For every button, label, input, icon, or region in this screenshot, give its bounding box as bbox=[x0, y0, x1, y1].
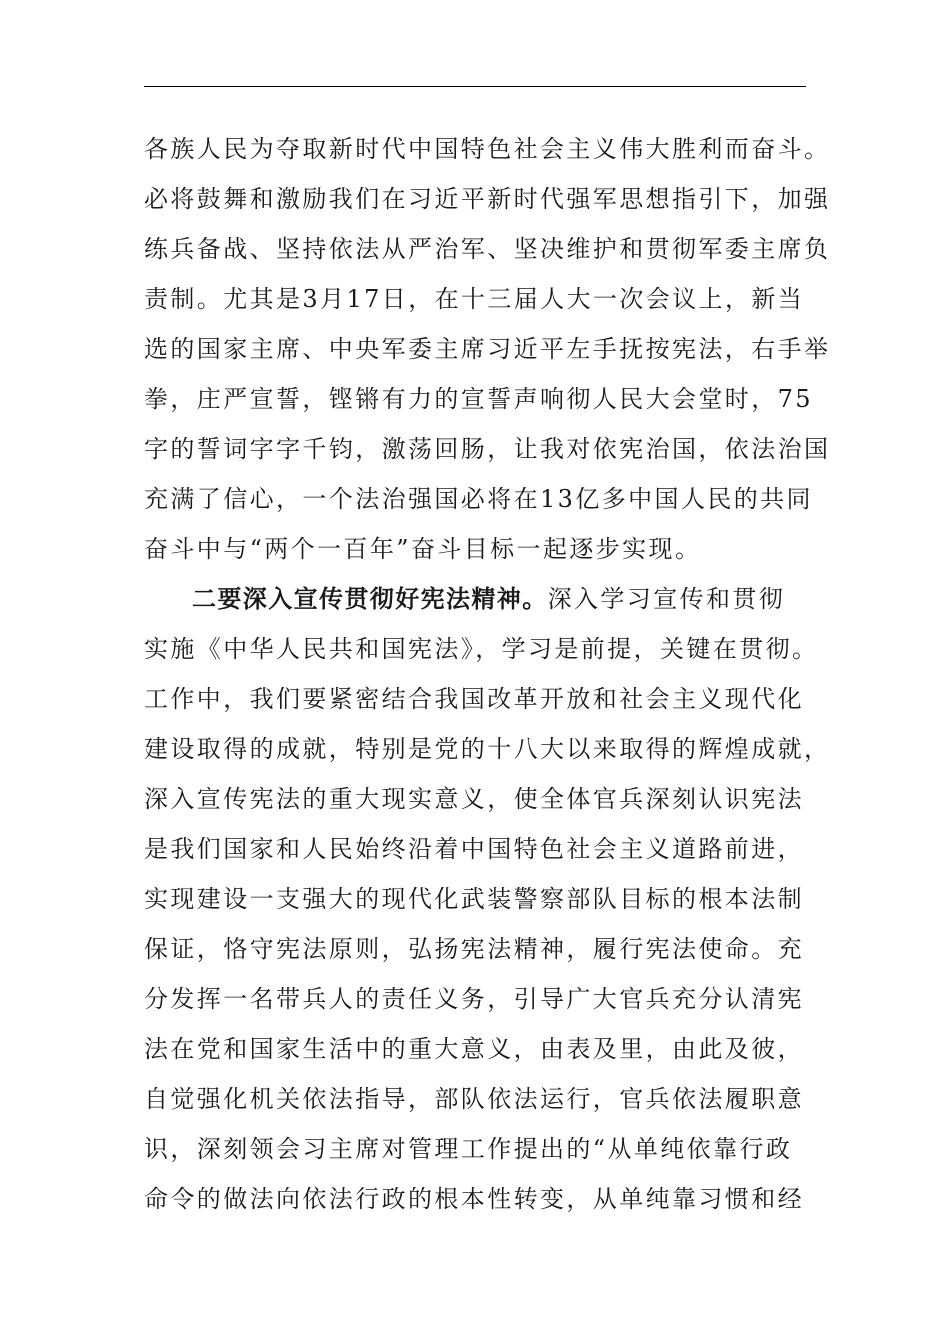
paragraph-first-line bbox=[144, 574, 812, 624]
paragraph-1 bbox=[144, 124, 831, 574]
paragraph-line: 实施《中华人民共和国宪法》，学习是前提，关键在贯彻。 bbox=[144, 635, 819, 663]
paragraph-line: 必将鼓舞和激励我们在习近平新时代强军思想指引下，加强 bbox=[144, 185, 831, 213]
paragraph-line: 练兵备战、坚持依法从严治军、坚决维护和贯彻军委主席负 bbox=[144, 235, 831, 263]
paragraph-2 bbox=[144, 574, 831, 1224]
header-rule bbox=[144, 86, 806, 87]
paragraph-line: 各族人民为夺取新时代中国特色社会主义伟大胜利而奋斗。 bbox=[144, 135, 831, 163]
paragraph-line: 建设取得的成就，特别是党的十八大以来取得的辉煌成就， bbox=[144, 735, 831, 763]
section-heading: 二要深入宣传贯彻好宪法精神。 bbox=[192, 585, 548, 613]
paragraph-line: 字的誓词字字千钧，激荡回肠，让我对依宪治国，依法治国 bbox=[144, 435, 831, 463]
document-body bbox=[144, 124, 831, 1224]
paragraph-line: 实现建设一支强大的现代化武装警察部队目标的根本法制 bbox=[144, 885, 804, 913]
paragraph-line: 工作中，我们要紧密结合我国改革开放和社会主义现代化 bbox=[144, 685, 804, 713]
paragraph-line: 分发挥一名带兵人的责任义务，引导广大官兵充分认清宪 bbox=[144, 985, 804, 1013]
paragraph-line: 识，深刻领会习主席对管理工作提出的“从单纯依靠行政 bbox=[144, 1135, 793, 1163]
paragraph-line: 奋斗中与“两个一百年”奋斗目标一起逐步实现。 bbox=[144, 535, 702, 563]
paragraph-line: 自觉强化机关依法指导，部队依法运行，官兵依法履职意 bbox=[144, 1085, 804, 1113]
paragraph-line: 拳，庄严宣誓，铿锵有力的宣誓声响彻人民大会堂时，75 bbox=[144, 385, 813, 413]
paragraph-line: 深入宣传宪法的重大现实意义，使全体官兵深刻认识宪法 bbox=[144, 785, 804, 813]
paragraph-line: 是我们国家和人民始终沿着中国特色社会主义道路前进， bbox=[144, 835, 804, 863]
paragraph-line: 命令的做法向依法行政的根本性转变，从单纯靠习惯和经 bbox=[144, 1185, 804, 1213]
paragraph-line: 保证，恪守宪法原则，弘扬宪法精神，履行宪法使命。充 bbox=[144, 935, 804, 963]
paragraph-line: 选的国家主席、中央军委主席习近平左手抚按宪法，右手举 bbox=[144, 335, 831, 363]
paragraph-line: 责制。尤其是3月17日，在十三届人大一次会议上，新当 bbox=[144, 285, 805, 313]
paragraph-text: 深入学习宣传和贯彻 bbox=[547, 585, 786, 613]
paragraph-line: 法在党和国家生活中的重大意义，由表及里，由此及彼， bbox=[144, 1035, 804, 1063]
paragraph-line: 充满了信心，一个法治强国必将在13亿多中国人民的共同 bbox=[144, 485, 813, 513]
